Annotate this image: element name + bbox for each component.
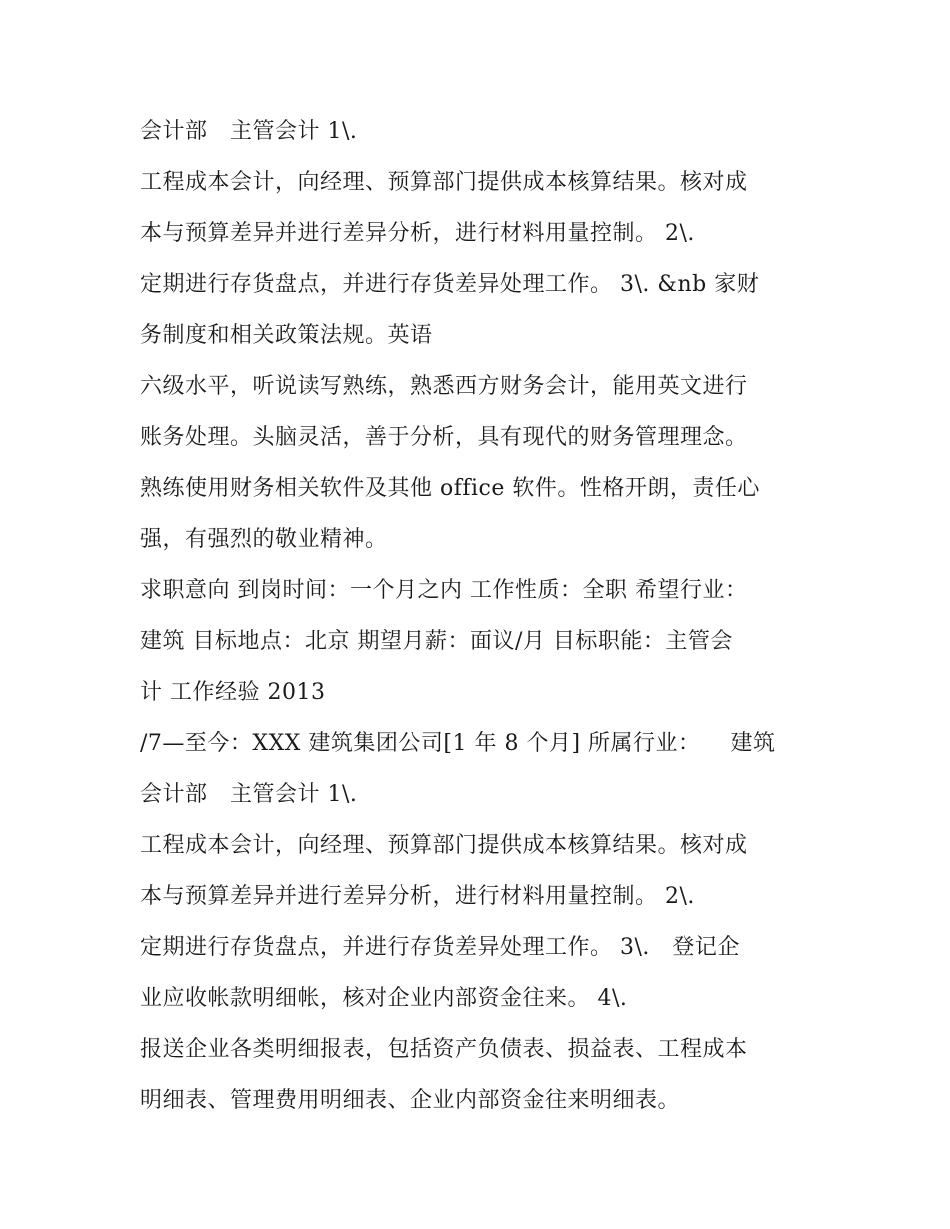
document-body [140, 106, 820, 1126]
text-line: 业应收帐款明细帐，核对企业内部资金往来。 4\. [140, 986, 628, 1011]
text-line: 工程成本会计，向经理、预算部门提供成本核算结果。核对成 [140, 170, 748, 195]
text-line: 建筑 目标地点：北京 期望月薪：面议/月 目标职能：主管会 [140, 629, 733, 654]
text-line: 务制度和相关政策法规。英语 [140, 323, 433, 348]
text-line: 计 工作经验 2013 [140, 680, 326, 705]
text-line: 会计部 主管会计 1\. [140, 119, 358, 144]
text-line: 本与预算差异并进行差异分析，进行材料用量控制。 2\. [140, 884, 695, 909]
text-line: 熟练使用财务相关软件及其他 office 软件。性格开朗，责任心 [140, 476, 760, 501]
text-line: 定期进行存货盘点，并进行存货差异处理工作。 3\. 登记企 [140, 935, 740, 960]
text-line: 报送企业各类明细报表，包括资产负债表、损益表、工程成本 [140, 1037, 748, 1062]
text-line: 本与预算差异并进行差异分析，进行材料用量控制。 2\. [140, 221, 695, 246]
text-line: 会计部 主管会计 1\. [140, 782, 358, 807]
text-line: 明细表、管理费用明细表、企业内部资金往来明细表。 [140, 1088, 681, 1113]
text-line: 账务处理。头脑灵活，善于分析，具有现代的财务管理理念。 [140, 425, 748, 450]
text-line: /7—至今：XXX 建筑集团公司[1 年 8 个月] 所属行业： 建筑 [140, 731, 776, 756]
text-line: 六级水平，听说读写熟练，熟悉西方财务会计，能用英文进行 [140, 374, 748, 399]
text-line: 定期进行存货盘点，并进行存货差异处理工作。 3\. &nb 家财 [140, 272, 760, 297]
text-line: 工程成本会计，向经理、预算部门提供成本核算结果。核对成 [140, 833, 748, 858]
text-line: 强，有强烈的敬业精神。 [140, 527, 388, 552]
text-line: 求职意向 到岗时间：一个月之内 工作性质：全职 希望行业： [140, 578, 748, 603]
